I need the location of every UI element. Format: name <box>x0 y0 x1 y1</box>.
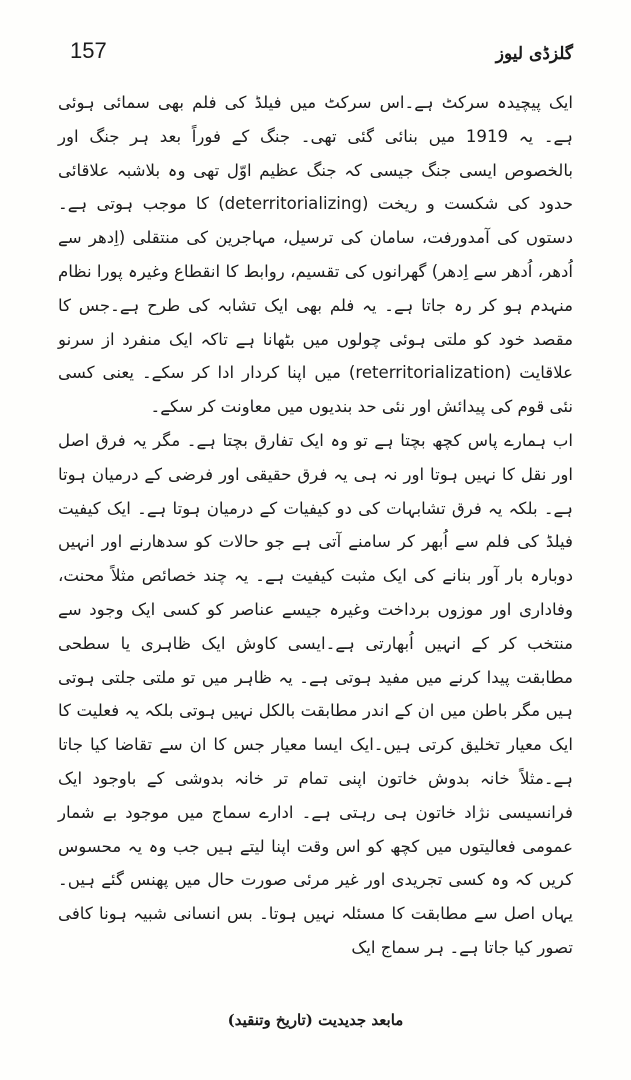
paragraph: ایک پیچیدہ سرکٹ ہے۔اس سرکٹ میں فیلڈ کی فلم بھی سمائی ہوئی ہے۔ یہ 1919 میں بنائی گئی تھی۔ جنگ کے فوراً بعد ہر جنگ اور بالخصوص ایسی جنگ جیسی کہ جنگ عظیم اوّل تھی وہ بلاشبہ علاقائی حدود کی شکست و ریخت (deterritorializing) کا موجب ہوتی ہے۔ دستوں کی آمدورفت، سامان کی ترسیل، مہاجرین کی منتقلی (اِدھر سے اُدھر، اُدھر سے اِدھر) گھرانوں کی تقسیم، روابط کا انقطاع وغیرہ پورا نظام منہدم ہو کر رہ جاتا ہے۔ یہ فلم بھی ایک تشابہ کی طرح ہے۔جس کا مقصد خود کو ملتی ہوئی چولوں میں بٹھانا ہے تاکہ ایک منفرد از سرنو علاقایت (reterritorialization) میں اپنا کردار ادا کر سکے۔ یعنی کسی نئی قوم کی پیدائش اور نئی حد بندیوں میں معاونت کر سکے۔ <box>58 93 574 417</box>
body-text <box>58 86 573 965</box>
page-footer: مابعد جدیدیت (تاریخ وتنقید) <box>227 1011 404 1029</box>
running-head: گلزڈی لیوز <box>495 44 573 64</box>
page-number: 157 <box>70 38 107 63</box>
paragraph: اب ہمارے پاس کچھ بچتا ہے تو وہ ایک تفارق بچتا ہے۔ مگر یہ فرق اصل اور نقل کا نہیں ہوتا اور نہ ہی یہ فرق حقیقی اور فرضی کے درمیان ہوتا ہے۔ بلکہ یہ فرق تشابہات کی دو کیفیات کے درمیان ہوتا ہے۔ ایک کیفیت فیلڈ کی فلم سے اُبھر کر سامنے آتی ہے جو حالات کو سدھارنے اور انہیں دوبارہ بار آور بنانے کی ایک مثبت کیفیت ہے۔ یہ چند خصائص مثلاً محنت، وفاداری اور موزوں برداخت وغیرہ جیسے عناصر کو کسی ایک وجود سے منتخب کر کے انہیں اُبھارتی ہے۔ایسی کاوش ایک ظاہری یا سطحی مطابقت پیدا کرنے میں مفید ہوتی ہے۔ یہ ظاہر میں تو ملتی جلتی ہوتی ہیں مگر باطن میں ان کے اندر مطابقت بالکل نہیں ہوتی بلکہ یہ فعلیت کا ایک معیار تخلیق کرتی ہیں۔ایک ایسا معیار جس کا ان سے تقاضا کیا جاتا ہے۔مثلاً خانہ بدوش خاتون اپنی تمام تر خانہ بدوشی کے باوجود ایک فرانسیسی نژاد خاتون ہی رہتی ہے۔ ادارے سماج میں موجود بے شمار عمومی فعالیتوں میں کچھ کو اس وقت اپنا لیتے ہیں جب وہ یہ محسوس کریں کہ وہ کسی تجریدی اور غیر مرئی صورت حال میں پھنس گئے ہیں۔ یہاں اصل سے مطابقت کا مسئلہ نہیں ہوتا۔ بس انسانی شبیہ ہونا کافی تصور کیا جاتا ہے۔ ہر سماج ایک <box>58 430 573 957</box>
